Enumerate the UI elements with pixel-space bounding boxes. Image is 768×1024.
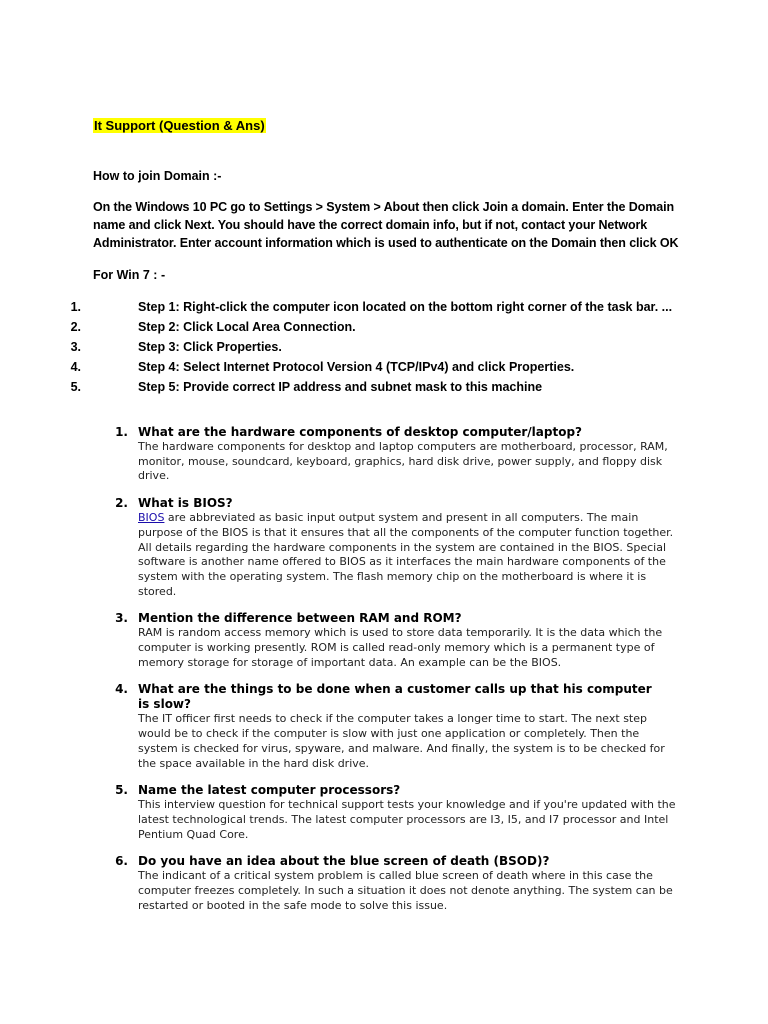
question-number: 6. bbox=[115, 854, 128, 869]
question-row bbox=[0, 496, 768, 511]
step-text: Step 4: Select Internet Protocol Version 4 (TCP/IPv4) and click Properties. bbox=[138, 360, 575, 374]
question-number: 1. bbox=[115, 425, 128, 439]
question-row bbox=[0, 783, 768, 798]
qa-item bbox=[0, 854, 768, 913]
qa-item bbox=[0, 611, 768, 670]
step-number: 2. bbox=[70, 320, 81, 334]
step-text: Step 3: Click Properties. bbox=[138, 340, 282, 354]
win7-heading: For Win 7 : - bbox=[93, 268, 166, 282]
question-text: Name the latest computer processors? bbox=[138, 783, 401, 798]
step-item bbox=[0, 317, 768, 337]
step-number: 4. bbox=[70, 360, 81, 374]
answer-text: The indicant of a critical system problem is called blue screen of death where in this case the computer freezes completely. In such a situation it does not denote anything. The system can be restarted or booted in the safe mode to solve this issue. bbox=[138, 869, 673, 912]
answer-text: This interview question for technical support tests your knowledge and if you're updated with the latest technological trends. The latest computer processors are I3, I5, and I7 processor and Intel Pentium Quad Core. bbox=[138, 798, 676, 841]
document-title: It Support (Question & Ans) bbox=[94, 118, 265, 133]
qa-item bbox=[0, 783, 768, 842]
step-number: 3. bbox=[70, 340, 81, 354]
step-text: Step 5: Provide correct IP address and subnet mask to this machine bbox=[138, 380, 543, 394]
question-row bbox=[0, 682, 768, 712]
step-text: Step 1: Right-click the computer icon located on the bottom right corner of the task bar. ... bbox=[138, 300, 673, 314]
question-row bbox=[0, 854, 768, 869]
win7-steps-list bbox=[0, 297, 768, 397]
answer-text: The hardware components for desktop and laptop computers are motherboard, processor, RAM, monitor, mouse, soundcard, keyboard, graphics, hard disk drive, power supply, and floppy disk drive. bbox=[138, 440, 668, 483]
step-text: Step 2: Click Local Area Connection. bbox=[138, 320, 356, 334]
qa-list bbox=[0, 425, 768, 925]
domain-heading: How to join Domain :- bbox=[93, 169, 222, 183]
question-number: 3. bbox=[115, 611, 128, 626]
question-text: Do you have an idea about the blue screen of death (BSOD)? bbox=[138, 854, 550, 869]
question-text: What are the things to be done when a customer calls up that his computer is slow? bbox=[138, 682, 652, 712]
question-text: What is BIOS? bbox=[138, 496, 233, 511]
step-number: 1. bbox=[70, 300, 81, 314]
answer-block bbox=[138, 511, 678, 599]
step-number: 5. bbox=[70, 380, 81, 394]
qa-item bbox=[0, 425, 768, 484]
question-text: What are the hardware components of desktop computer/laptop? bbox=[138, 425, 583, 439]
question-row bbox=[0, 425, 768, 440]
bios-link[interactable]: BIOS bbox=[138, 511, 165, 525]
domain-paragraph: On the Windows 10 PC go to Settings > System > About then click Join a domain. Enter the Domain name and click Next. You should have the correct domain info, but if not, contact your Network Administrator. Enter account information which is used to authenticate on the Domain then click OK bbox=[93, 200, 679, 250]
step-item bbox=[0, 337, 768, 357]
question-number: 2. bbox=[115, 496, 128, 511]
step-item bbox=[0, 297, 768, 317]
question-number: 4. bbox=[115, 682, 128, 697]
answer-text: are abbreviated as basic input output system and present in all computers. The main purpose of the BIOS is that it ensures that all the components of the computer function together. All details regarding the hardware components in the system are contained in the BIOS. Special software is another name offered to BIOS as it interfaces the main hardware components of the system with the operating system. The flash memory chip on the motherboard is where it is stored. bbox=[138, 511, 674, 598]
step-item bbox=[0, 377, 768, 397]
answer-text: RAM is random access memory which is used to store data temporarily. It is the data which the computer is working presently. ROM is called read-only memory which is a permanent type of memory storage for storage of important data. An example can be the BIOS. bbox=[138, 626, 663, 669]
step-item bbox=[0, 357, 768, 377]
answer-text: The IT officer first needs to check if the computer takes a longer time to start. The next step would be to check if the computer is slow with just one application or completely. Then the system is checked for virus, spyware, and malware. And finally, the system is to be checked for the space available in the hard disk drive. bbox=[138, 712, 665, 770]
qa-item bbox=[0, 682, 768, 771]
question-text: Mention the difference between RAM and ROM? bbox=[138, 611, 462, 626]
qa-item bbox=[0, 496, 768, 599]
question-row bbox=[0, 611, 768, 626]
question-number: 5. bbox=[115, 783, 128, 798]
